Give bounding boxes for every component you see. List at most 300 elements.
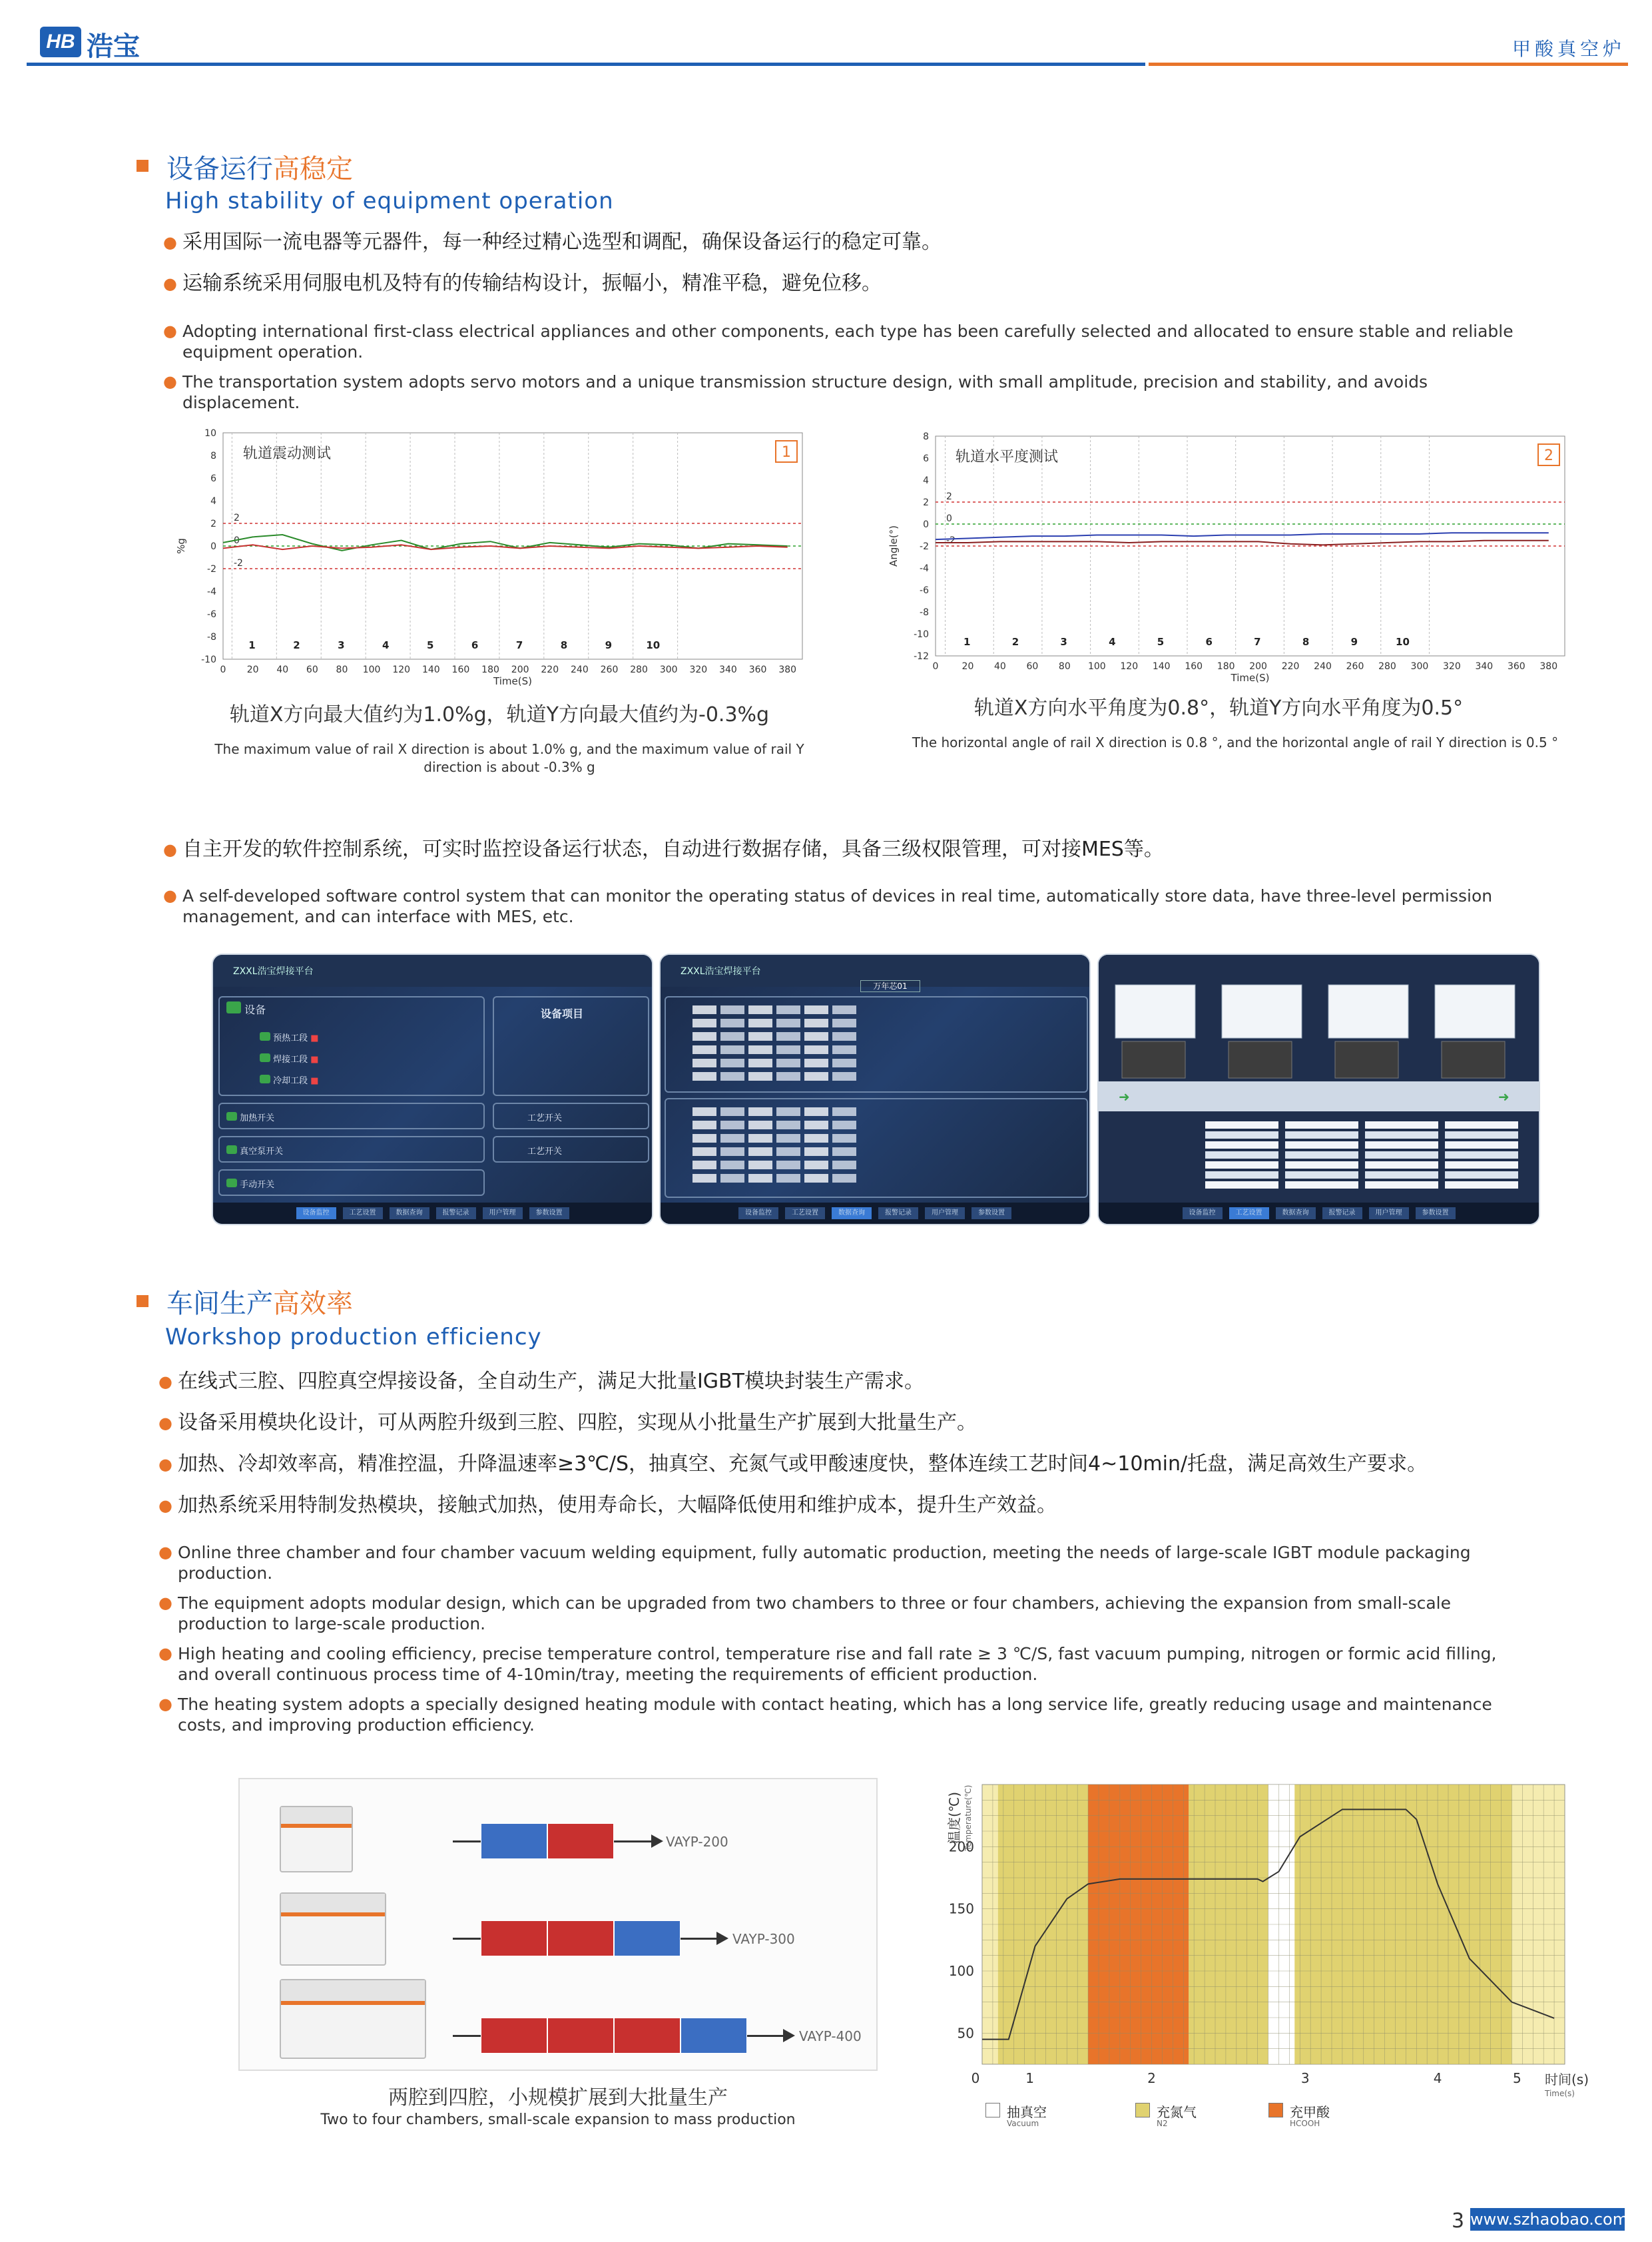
segment-label: 5: [426, 639, 434, 651]
chamber-segment: [547, 1823, 614, 1859]
table-cell: [804, 1147, 828, 1156]
status-table-cell: [1285, 1121, 1358, 1129]
segment-label: 2: [293, 639, 300, 651]
website-url[interactable]: www.szhaobao.com: [1470, 2208, 1625, 2231]
segment-label: 6: [1205, 636, 1213, 648]
bullet2-en-4: The heating system adopts a specially designed heating module with contact heating, which has a long service life, greatly reducing usage and maintenance costs, and improving production efficiency.: [177, 1695, 1492, 1735]
table-cell: [692, 1005, 716, 1014]
y-tick-label: 6: [923, 453, 929, 464]
x-tick-label: 4: [1433, 2070, 1442, 2086]
screen1-app-title: ZXXL浩宝焊接平台: [233, 966, 314, 977]
table-cell: [692, 1174, 716, 1183]
legend-swatch-vacuum: [985, 2103, 1000, 2117]
reference-label: 0: [234, 535, 240, 546]
software-bullet-cn: ● 自主开发的软件控制系统，可实时监控设备运行状态，自动进行数据存储，具备三级权限管理，可对接MES等。: [163, 838, 1164, 861]
segment-label: 2: [1011, 636, 1019, 648]
bullet2-cn-2: 设备采用模块化设计，可从两腔升级到三腔、四腔，实现从小批量生产扩展到大批量生产。: [177, 1411, 977, 1434]
table-cell: [748, 1019, 772, 1027]
x-tick-label: 20: [962, 661, 974, 672]
segment-label: 10: [1396, 636, 1410, 648]
weld-label: 焊接工段: [273, 1055, 308, 1065]
table-cell: [720, 1032, 744, 1041]
vacuum-switch-row[interactable]: 真空泵开关: [218, 1136, 485, 1163]
arrow-head-icon: [716, 1932, 728, 1945]
table-cell: [832, 1134, 856, 1143]
x-tick-label: 180: [481, 665, 499, 675]
segment-label: 4: [382, 639, 390, 651]
legend-swatch-n2: [1135, 2103, 1150, 2117]
segment-label: 8: [1302, 636, 1310, 648]
tab-data[interactable]: 数据查询: [1276, 1207, 1316, 1219]
x-tick-label: 100: [1087, 661, 1106, 672]
x-tick-label: 1: [1025, 2070, 1034, 2086]
bullet-cn-2: 运输系统采用伺服电机及特有的传输结构设计，振幅小，精准平稳，避免位移。: [182, 272, 882, 295]
tab-user[interactable]: 用户管理: [925, 1207, 965, 1219]
table-cell: [832, 1107, 856, 1116]
reference-label: 2: [946, 491, 952, 502]
chamber-segment: [614, 2018, 681, 2054]
segment-label: 7: [1254, 636, 1261, 648]
table-cell: [692, 1147, 716, 1156]
tab-process[interactable]: 工艺设置: [1229, 1207, 1269, 1219]
legend-vacuum: 抽真空: [1007, 2104, 1047, 2120]
table-cell: [832, 1161, 856, 1169]
status-table-cell: [1445, 1151, 1518, 1159]
chamber-segment: [481, 1920, 547, 1956]
x-axis-label: Time(S): [493, 675, 532, 687]
y-tick-label: -4: [920, 563, 929, 574]
logo-mark: HB: [40, 27, 81, 57]
segment-label: 3: [1060, 636, 1067, 648]
y-tick-label: 10: [204, 428, 216, 439]
segment-label: 9: [1350, 636, 1358, 648]
model-label-400: VAYP-400: [799, 2028, 862, 2044]
equipment-label: 设备: [244, 1003, 266, 1016]
x-tick-label: 3: [1300, 2070, 1310, 2086]
status-table-cell: [1445, 1171, 1518, 1179]
x-tick-label: 260: [600, 665, 619, 675]
temperature-profile-chart: [932, 1771, 1598, 2117]
x-tick-label: 260: [1346, 661, 1364, 672]
table-cell: [720, 1121, 744, 1129]
status-table-cell: [1365, 1121, 1438, 1129]
tab-user[interactable]: 用户管理: [483, 1207, 523, 1219]
model-label-300: VAYP-300: [732, 1931, 795, 1947]
table-cell: [720, 1107, 744, 1116]
table-cell: [804, 1174, 828, 1183]
bullet-en-2: The transportation system adopts servo motors and a unique transmission structure design, with small amplitude, precision and stability, and avoids displacement.: [182, 372, 1428, 412]
legend-vacuum-en: Vacuum: [1007, 2119, 1039, 2128]
bullet-en-1: Adopting international first-class electrical appliances and other components, each type has been carefully selected and allocated to ensure stable and reliable equipment operation.: [182, 322, 1514, 362]
chart2-caption-cn: 轨道X方向水平角度为0.8°，轨道Y方向水平角度为0.5°: [973, 697, 1464, 720]
table-cell: [832, 1072, 856, 1081]
chamber-image: [1229, 1041, 1292, 1078]
status-table-cell: [1365, 1171, 1438, 1179]
table-cell: [720, 1019, 744, 1027]
table-cell: [804, 1107, 828, 1116]
machine-vayp-400: [280, 1979, 426, 2059]
y-axis-label: %g: [175, 538, 187, 554]
table-cell: [776, 1059, 800, 1067]
x-tick-label: 340: [1475, 661, 1494, 672]
reference-label: -2: [946, 535, 956, 546]
cool-label: 冷却工段: [273, 1076, 308, 1086]
legend-n2-en: N2: [1157, 2119, 1168, 2128]
segment-label: 10: [646, 639, 661, 651]
section-marker: [137, 1295, 148, 1307]
status-table-cell: [1205, 1181, 1278, 1189]
x-tick-label: 160: [451, 665, 470, 675]
section2-bullets-cn: ● 在线式三腔、四腔真空焊接设备，全自动生产，满足大批量IGBT模块封装生产需求。 ● 设备采用模块化设计，可从两腔升级到三腔、四腔，实现从小批量生产扩展到大批量生产。 ● 加热、冷却效率高，精准控温，升降温速率≥3℃/S，抽真空、充氮气或甲酸速度快，整体连续工艺时间4~10min/托盘，满足高效生产要求。 ● 加热系统采用特制发热模块，接触式加热，使用寿命长，大幅降低使用和维护成本，提升生产效益。: [158, 1368, 1637, 1519]
status-table-cell: [1205, 1131, 1278, 1139]
status-table-cell: [1445, 1121, 1518, 1129]
reference-label: 0: [946, 513, 952, 524]
bullet2-cn-4: 加热系统采用特制发热模块，接触式加热，使用寿命长，大幅降低使用和维护成本，提升生产效益。: [177, 1494, 1057, 1517]
status-table-cell: [1285, 1161, 1358, 1169]
x-tick-label: 360: [748, 665, 767, 675]
y-tick-label: 2: [923, 497, 929, 508]
bullet2-cn-1: 在线式三腔、四腔真空焊接设备，全自动生产，满足大批量IGBT模块封装生产需求。: [177, 1370, 924, 1393]
x-tick-label: 60: [1026, 661, 1039, 672]
chamber-segment: [681, 2018, 747, 2054]
table-cell: [832, 1045, 856, 1054]
status-table-cell: [1445, 1131, 1518, 1139]
table-cell: [804, 1019, 828, 1027]
y-tick-label: -6: [920, 585, 929, 596]
chamber-info-card: [1328, 985, 1408, 1038]
table-cell: [748, 1045, 772, 1054]
table-cell: [776, 1045, 800, 1054]
chamber-info-card: [1435, 985, 1515, 1038]
x-tick-label: 280: [630, 665, 648, 675]
status-table-cell: [1365, 1151, 1438, 1159]
x-tick-label: 140: [421, 665, 440, 675]
status-table-cell: [1285, 1131, 1358, 1139]
table-cell: [748, 1147, 772, 1156]
tab-monitor[interactable]: 设备监控: [1183, 1207, 1223, 1219]
settings-panel: [493, 996, 649, 1096]
status-table-cell: [1445, 1141, 1518, 1149]
status-table-cell: [1445, 1161, 1518, 1169]
table-cell: [748, 1174, 772, 1183]
software-bullet-en: ● A self-developed software control system that can monitor the operating status of devices in real time, automatically store data, have three-level permission management, and can interface with MES, etc.: [163, 886, 1493, 926]
chamber-segment: [614, 1920, 681, 1956]
status-table-cell: [1285, 1151, 1358, 1159]
chart-title: 轨道震动测试: [243, 445, 332, 462]
table-cell: [748, 1134, 772, 1143]
segment-label: 6: [471, 639, 479, 651]
table-cell: [832, 1019, 856, 1027]
y-tick-label: 2: [210, 519, 216, 529]
legend-hcooh-en: HCOOH: [1290, 2119, 1320, 2128]
x-tick-label: 40: [994, 661, 1006, 672]
chamber-segment: [481, 2018, 547, 2054]
status-table-cell: [1285, 1181, 1358, 1189]
manual-switch-row[interactable]: 手动开关: [218, 1169, 485, 1196]
conveyor: [1099, 1081, 1540, 1111]
x-tick-label: 40: [276, 665, 289, 675]
y-tick-label: -8: [207, 632, 216, 643]
table-cell: [776, 1161, 800, 1169]
section2-title: 车间生产高效率: [166, 1288, 353, 1319]
chamber-image: [1442, 1041, 1505, 1078]
tab-data[interactable]: 数据查询: [832, 1207, 872, 1219]
table-cell: [832, 1174, 856, 1183]
x-tick-label: 140: [1152, 661, 1171, 672]
y-axis-label: Angle(°): [888, 525, 900, 567]
table-cell: [776, 1107, 800, 1116]
bullet2-cn-3: 加热、冷却效率高，精准控温，升降温速率≥3℃/S，抽真空、充氮气或甲酸速度快，整体连续工艺时间4~10min/托盘，满足高效生产要求。: [177, 1452, 1428, 1476]
x-tick-label: 100: [362, 665, 381, 675]
level-chart: [882, 426, 1581, 693]
chamber-segment: [547, 1920, 614, 1956]
y-tick-label: -10: [914, 629, 929, 640]
status-table-cell: [1205, 1121, 1278, 1129]
table-cell: [832, 1121, 856, 1129]
x-tick-label: 160: [1185, 661, 1203, 672]
bullet-cn-1: 采用国际一流电器等元器件，每一种经过精心选型和调配，确保设备运行的稳定可靠。: [182, 230, 942, 254]
x-tick-label: 80: [336, 665, 348, 675]
table-cell: [776, 1121, 800, 1129]
recipe-table-2: [665, 1098, 1088, 1198]
recipe-title: 万年芯01: [860, 980, 920, 992]
tab-monitor[interactable]: 设备监控: [296, 1207, 336, 1219]
tab-process[interactable]: 工艺设置: [343, 1207, 383, 1219]
y-tick-label: 200: [948, 1838, 974, 1855]
machine-vayp-300: [280, 1892, 386, 1966]
preheat-label: 预热工段: [273, 1033, 308, 1043]
table-cell: [776, 1032, 800, 1041]
y-tick-label: 150: [948, 1900, 974, 1917]
status-table-cell: [1365, 1161, 1438, 1169]
screen2-tabbar: [661, 1203, 1089, 1224]
table-cell: [692, 1019, 716, 1027]
chamber-info-card: [1222, 985, 1302, 1038]
table-cell: [748, 1032, 772, 1041]
x-axis-label: Time(S): [1231, 672, 1270, 684]
table-cell: [804, 1005, 828, 1014]
x-tick-label: 5: [1513, 2070, 1521, 2086]
x-tick-label: 380: [778, 665, 797, 675]
chart1-caption-en: The maximum value of rail X direction is about 1.0% g, and the maximum value of rail Y direction is about -0.3% g: [214, 741, 804, 775]
bullet2-en-3: High heating and cooling efficiency, precise temperature control, temperature rise and fall rate ≥ 3 ℃/S, fast vacuum pumping, nitrogen or formic acid filling, and overall continuous process time of 4-10min/tray, meeting the requirements of efficient production.: [177, 1644, 1497, 1684]
table-cell: [748, 1161, 772, 1169]
recipe-table-1: [665, 996, 1088, 1093]
screen2-app-title: ZXXL浩宝焊接平台: [681, 966, 761, 977]
table-cell: [720, 1147, 744, 1156]
table-cell: [804, 1032, 828, 1041]
legend-n2: 充氮气: [1157, 2104, 1197, 2120]
segment-label: 4: [1109, 636, 1116, 648]
x-tick-label: 360: [1507, 661, 1525, 672]
status-table-cell: [1285, 1171, 1358, 1179]
table-cell: [804, 1059, 828, 1067]
y-tick-label: -4: [207, 587, 216, 597]
x-tick-label: 180: [1217, 661, 1235, 672]
section2-subtitle: Workshop production efficiency: [165, 1324, 542, 1350]
table-cell: [692, 1072, 716, 1081]
x-tick-label: 0: [971, 2070, 980, 2086]
section-marker: [137, 160, 148, 172]
y-tick-label: 4: [210, 496, 216, 507]
bullet2-en-1: Online three chamber and four chamber vacuum welding equipment, fully automatic production, meeting the needs of large-scale IGBT module packaging production.: [177, 1543, 1471, 1583]
logo: 浩宝: [87, 31, 140, 62]
chamber-segment: [547, 2018, 614, 2054]
x-tick-label: 220: [541, 665, 559, 675]
table-cell: [776, 1072, 800, 1081]
status-table-cell: [1205, 1141, 1278, 1149]
x-tick-label: 120: [392, 665, 411, 675]
section1-bullets-cn: ● 采用国际一流电器等元器件，每一种经过精心选型和调配，确保设备运行的稳定可靠。 ● 运输系统采用伺服电机及特有的传输结构设计，振幅小，精准平稳，避免位移。: [163, 229, 1628, 297]
table-cell: [804, 1045, 828, 1054]
chamber-info-card: [1115, 985, 1195, 1038]
y-axis-label: 温度(℃): [946, 1791, 962, 1844]
tab-user[interactable]: 用户管理: [1369, 1207, 1409, 1219]
tab-params[interactable]: 参数设置: [1416, 1207, 1456, 1219]
reference-label: 2: [234, 513, 240, 523]
segment-label: 1: [964, 636, 971, 648]
table-cell: [804, 1121, 828, 1129]
tab-alarm[interactable]: 报警记录: [1322, 1207, 1362, 1219]
table-cell: [776, 1134, 800, 1143]
chamber-image: [1122, 1041, 1185, 1078]
reference-label: -2: [234, 558, 243, 569]
tab-alarm[interactable]: 报警记录: [436, 1207, 476, 1219]
tab-params[interactable]: 参数设置: [529, 1207, 569, 1219]
table-cell: [776, 1005, 800, 1014]
y-tick-label: -6: [207, 609, 216, 620]
section1-subtitle: High stability of equipment operation: [165, 188, 614, 214]
segment-label: 5: [1157, 636, 1165, 648]
software-screenshot-2: [659, 954, 1091, 1225]
page-number: 3: [1452, 2209, 1465, 2233]
segment-label: 8: [560, 639, 568, 651]
table-cell: [720, 1072, 744, 1081]
table-cell: [720, 1005, 744, 1014]
status-table-cell: [1365, 1131, 1438, 1139]
chart-title: 轨道水平度测试: [956, 449, 1059, 465]
table-cell: [692, 1161, 716, 1169]
equipment-panel: 设备 预热工段 ■ 焊接工段 ■ 冷却工段 ■: [218, 996, 485, 1096]
process-switch-row-2[interactable]: 工艺开关: [493, 1136, 649, 1163]
chamber-image: [1335, 1041, 1398, 1078]
table-cell: [832, 1005, 856, 1014]
table-cell: [776, 1174, 800, 1183]
x-tick-label: 300: [659, 665, 678, 675]
x-tick-label: 320: [1443, 661, 1461, 672]
software-screenshot-3: [1097, 954, 1540, 1225]
x-tick-label: 280: [1378, 661, 1396, 672]
header-divider-blue: [27, 63, 1145, 66]
machine-vayp-200: [280, 1806, 353, 1872]
table-cell: [804, 1134, 828, 1143]
x-tick-label: 300: [1410, 661, 1429, 672]
table-cell: [832, 1032, 856, 1041]
status-table-cell: [1445, 1181, 1518, 1189]
tab-process[interactable]: 工艺设置: [785, 1207, 825, 1219]
y-tick-label: -2: [920, 541, 929, 552]
x-tick-label: 240: [1314, 661, 1332, 672]
x-tick-label: 120: [1120, 661, 1139, 672]
x-tick-label: 200: [511, 665, 529, 675]
table-cell: [720, 1161, 744, 1169]
legend-swatch-hcooh: [1268, 2103, 1283, 2117]
y-axis-label-en: Temperature(℃): [964, 1785, 973, 1851]
x-tick-label: 80: [1058, 661, 1071, 672]
y-tick-label: 4: [923, 475, 929, 486]
x-tick-label: 20: [246, 665, 259, 675]
x-tick-label: 0: [220, 665, 226, 675]
arrow-head-icon: [783, 2029, 795, 2042]
chart2-caption-en: The horizontal angle of rail X direction is 0.8 °, and the horizontal angle of rail Y direction is 0.5 °: [912, 734, 1559, 750]
chart-badge: 2: [1544, 447, 1553, 464]
y-tick-label: -10: [201, 655, 216, 665]
table-cell: [776, 1019, 800, 1027]
y-tick-label: -2: [207, 564, 216, 575]
table-cell: [748, 1072, 772, 1081]
x-tick-label: 200: [1249, 661, 1267, 672]
heat-switch-row[interactable]: 加热开关: [218, 1103, 485, 1129]
y-tick-label: 100: [948, 1963, 974, 1979]
x-tick-label: 220: [1281, 661, 1300, 672]
tab-alarm[interactable]: 报警记录: [878, 1207, 918, 1219]
table-cell: [804, 1161, 828, 1169]
process-switch-row[interactable]: 工艺开关: [493, 1103, 649, 1129]
table-cell: [692, 1107, 716, 1116]
table-cell: [832, 1059, 856, 1067]
chart-badge: 1: [782, 444, 791, 461]
diagram-caption-cn: 两腔到四腔，小规模扩展到大批量生产: [388, 2086, 728, 2109]
table-cell: [720, 1174, 744, 1183]
tab-monitor[interactable]: 设备监控: [738, 1207, 778, 1219]
y-tick-label: 6: [210, 473, 216, 484]
arrow-head-icon: [651, 1834, 663, 1848]
x-axis-label: 时间(s): [1545, 2072, 1589, 2088]
table-cell: [720, 1059, 744, 1067]
conveyor-arrow-icon: ➜: [1119, 1089, 1130, 1105]
x-tick-label: 60: [306, 665, 318, 675]
table-cell: [692, 1032, 716, 1041]
table-cell: [804, 1072, 828, 1081]
header-product: 甲酸真空炉: [1512, 38, 1625, 60]
y-tick-label: 0: [210, 541, 216, 552]
vibration-chart: [170, 423, 819, 696]
tab-params[interactable]: 参数设置: [971, 1207, 1011, 1219]
table-cell: [720, 1134, 744, 1143]
section2-bullets-en: ● Online three chamber and four chamber vacuum welding equipment, fully automatic production, meeting the needs of large-scale IGBT module packaging production. ● The equipment adopts modular design, which can be upgraded from two chambers to three or four chambers, achieving the expansion from small-scale production to large-scale production. ● High heating and cooling efficiency, precise temperature control, temperature rise and fall rate ≥ 3 ℃/S, fast vacuum pumping, nitrogen or formic acid filling, and overall continuous process time of 4-10min/tray, meeting the requirements of efficient production. ● The heating system adopts a specially designed heating module with contact heating, which has a long service life, greatly reducing usage and maintenance costs, and improving production efficiency.: [158, 1542, 1530, 1735]
software-screenshot-1: [212, 954, 653, 1225]
status-table-cell: [1205, 1171, 1278, 1179]
y-tick-label: -12: [914, 651, 929, 662]
x-tick-label: 380: [1539, 661, 1558, 672]
settings-title: 设备项目: [541, 1007, 584, 1020]
segment-label: 1: [248, 639, 256, 651]
tab-data[interactable]: 数据查询: [390, 1207, 429, 1219]
y-tick-label: 8: [923, 431, 929, 442]
table-cell: [748, 1121, 772, 1129]
x-tick-label: 320: [689, 665, 708, 675]
table-cell: [832, 1147, 856, 1156]
x-tick-label: 240: [571, 665, 589, 675]
screen3-tabbar: [1099, 1203, 1539, 1224]
status-table-cell: [1205, 1151, 1278, 1159]
bullet2-en-2: The equipment adopts modular design, which can be upgraded from two chambers to three or four chambers, achieving the expansion from small-scale production to large-scale production.: [177, 1593, 1452, 1633]
section1-bullets-en: ● Adopting international first-class electrical appliances and other components, each type has been carefully selected and allocated to ensure stable and reliable equipment operation. ● The transportation system adopts servo motors and a unique transmission structure design, with small amplitude, precision and stability, and avoids displacement.: [163, 321, 1528, 413]
diagram-caption-en: Two to four chambers, small-scale expansion to mass production: [320, 2111, 796, 2128]
x-tick-label: 2: [1147, 2070, 1156, 2086]
status-table-cell: [1205, 1161, 1278, 1169]
table-cell: [776, 1147, 800, 1156]
